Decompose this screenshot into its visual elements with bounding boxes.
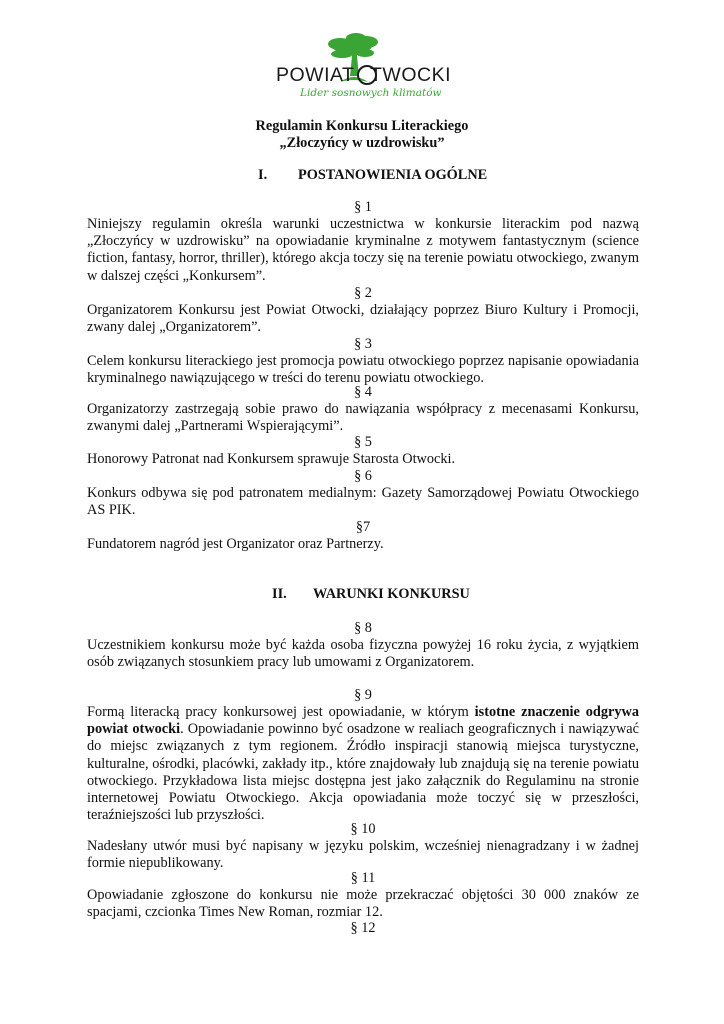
paragraph-text: Konkurs odbywa się pod patronatem medialnym: Gazety Samorządowej Powiatu Otwockiego AS PIK.: [87, 485, 639, 519]
paragraph-mark: § 12: [350, 920, 376, 936]
paragraph-text: [87, 704, 639, 824]
paragraph-mark: § 8: [354, 620, 372, 636]
paragraph-mark: §7: [355, 519, 371, 535]
logo-word-powiat: POWIAT: [276, 64, 355, 86]
paragraph-mark: § 6: [354, 468, 372, 484]
paragraph-text: Fundatorem nagród jest Organizator oraz Partnerzy.: [87, 536, 384, 552]
paragraph-mark: § 10: [350, 821, 376, 837]
paragraph-mark: § 4: [354, 384, 372, 400]
paragraph-text-part: . Opowiadanie powinno być osadzone w realiach geograficznych i nawiązywać do miejsc związanych z tym regionem. Źródło inspiracji stanowią miejsca turystyczne, kulturalne, ośrodki, placówki, zakłady itp., które znajdowały lub znajdują się na terenie powiatu otwockiego. Przykładowa lista miejsc dostępna jest jako załącznik do Regulaminu na stronie internetowej Powiatu Otwockiego. Akcja opowiadania może toczyć się w przeszłości, teraźniejszości lub przyszłości.: [87, 721, 639, 824]
section-2-heading: WARUNKI KONKURSU: [313, 586, 470, 602]
document-title: Regulamin Konkursu Literackiego: [255, 118, 469, 134]
paragraph-bold-text: istotne znaczenie odgrywa powiat otwocki: [87, 704, 639, 738]
paragraph-mark: § 2: [354, 285, 372, 301]
paragraph-mark: § 3: [354, 336, 372, 352]
paragraph-text: Opowiadanie zgłoszone do konkursu nie może przekraczać objętości 30 000 znaków ze spacjami, czcionka Times New Roman, rozmiar 12.: [87, 887, 639, 921]
paragraph-text: Organizatorem Konkursu jest Powiat Otwocki, działający poprzez Biuro Kultury i Promocji, zwany dalej „Organizatorem”.: [87, 302, 639, 336]
logo-tagline: Lider sosnowych klimatów: [300, 87, 442, 99]
section-1-heading: POSTANOWIENIA OGÓLNE: [298, 167, 488, 183]
paragraph-text: Organizatorzy zastrzegają sobie prawo do nawiązania współpracy z mecenasami Konkursu, zwanymi dalej „Partnerami Wspierającymi”.: [87, 401, 639, 435]
logo-word-otwocki: TWOCKI: [370, 64, 451, 86]
paragraph-text: Honorowy Patronat nad Konkursem sprawuje Starosta Otwocki.: [87, 451, 456, 467]
paragraph-text: Nadesłany utwór musi być napisany w języku polskim, wcześniej nienagradzany i w żadnej formie niepublikowany.: [87, 838, 639, 872]
paragraph-mark: § 9: [354, 687, 372, 703]
paragraph-text: Uczestnikiem konkursu może być każda osoba fizyczna powyżej 16 roku życia, z wyjątkiem osób związanych stosunkiem pracy lub umowami z Organizatorem.: [87, 637, 639, 671]
paragraph-mark: § 1: [354, 199, 372, 215]
section-1-number: I.: [258, 167, 268, 183]
paragraph-text: Niniejszy regulamin określa warunki uczestnictwa w konkursie literackim pod nazwą „Złoczyńcy w uzdrowisku” na opowiadanie kryminalne z motywem fantastycznym (science fiction, fantasy, horror, thriller), którego akcja toczy się na terenie powiatu otwockiego, zwanym w dalszej części „Konkursem”.: [87, 216, 639, 284]
paragraph-text: Celem konkursu literackiego jest promocja powiatu otwockiego poprzez napisanie opowiadania kryminalnego nawiązującego w treści do terenu powiatu otwockiego.: [87, 353, 639, 387]
section-2-number: II.: [272, 586, 287, 602]
document-subtitle: „Złoczyńcy w uzdrowisku”: [279, 135, 445, 151]
paragraph-mark: § 11: [350, 870, 376, 886]
paragraph-mark: § 5: [354, 434, 372, 450]
paragraph-text-part: Formą literacką pracy konkursowej jest opowiadanie, w którym: [87, 704, 475, 720]
powiat-otwocki-logo: [270, 32, 460, 104]
